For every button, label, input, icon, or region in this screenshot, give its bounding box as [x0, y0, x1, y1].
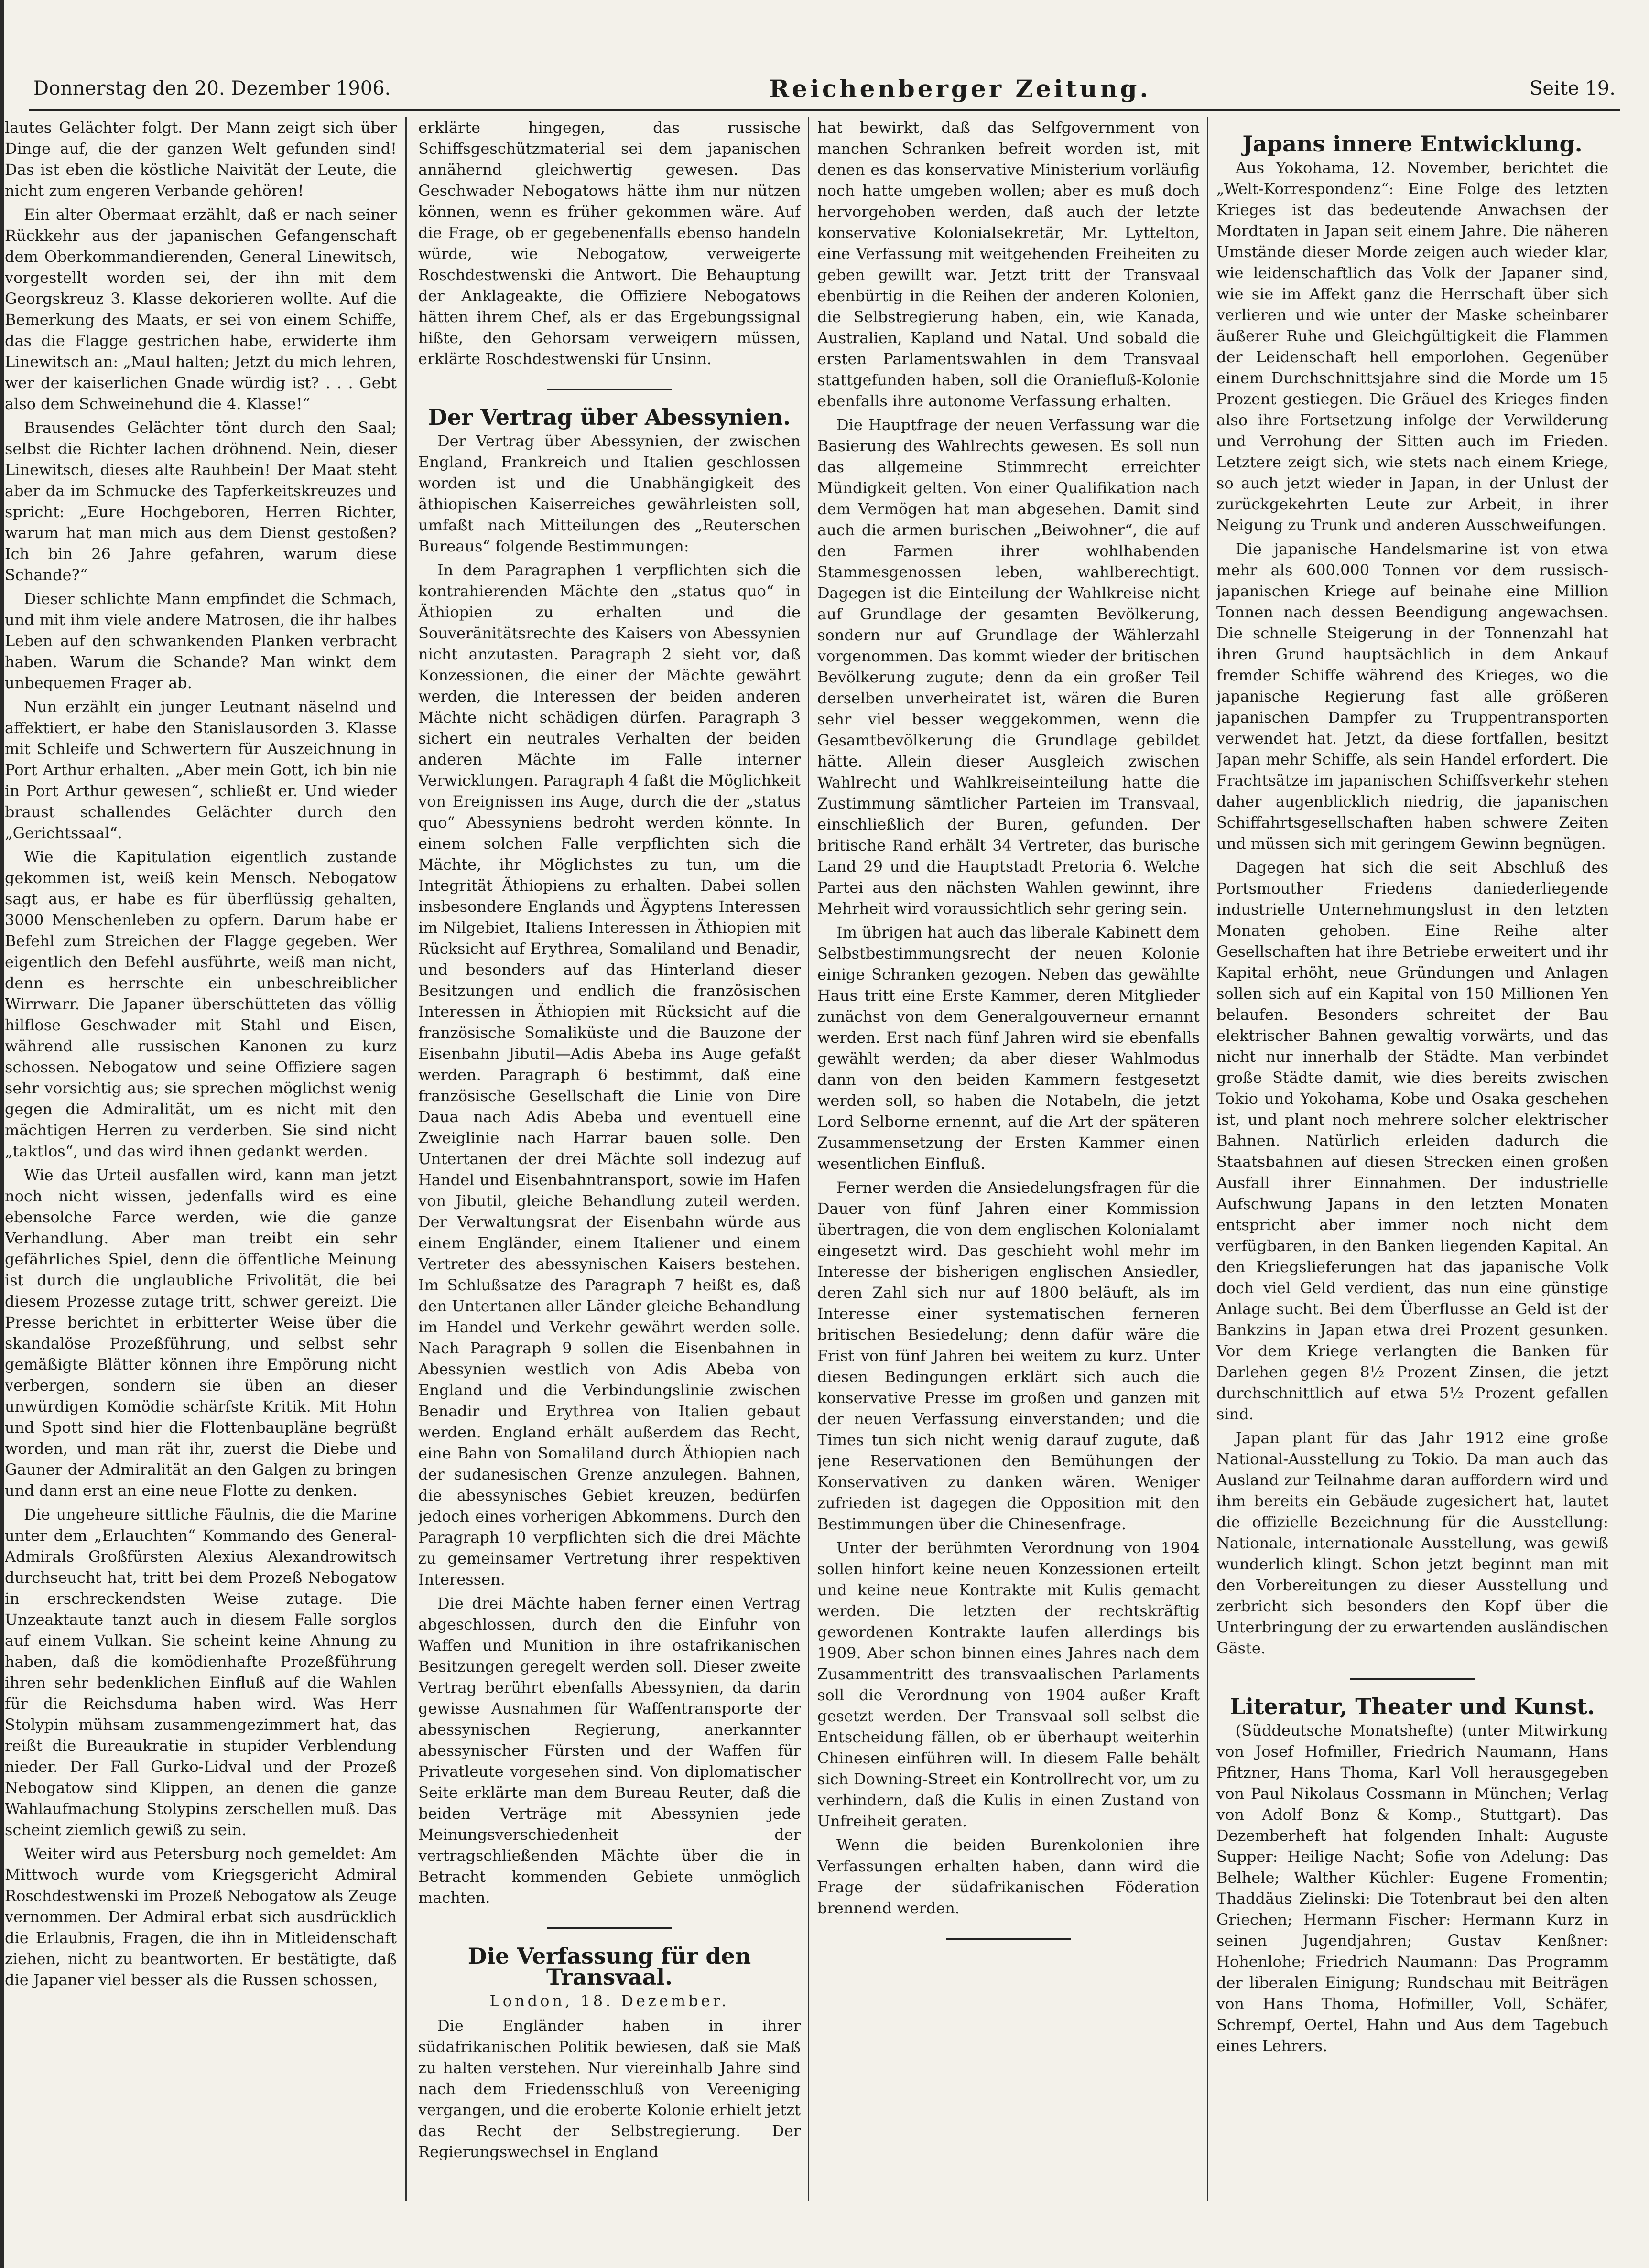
article-separator: [1350, 1678, 1475, 1680]
paragraph: Die Engländer haben in ihrer südafrikanischen Politik bewiesen, daß sie Maß zu halten verstehen. Nur viereinhalb Jahre sind nach dem Friedensschluß von Vereeniging vergangen, und die eroberte Kolonie erhielt jetzt das Recht der Selbstregierung. Der Regierungswechsel in England: [418, 2017, 801, 2161]
paragraph: erklärte hingegen, das russische Schiffsgeschützmaterial sei dem japanischen annähernd gleichwertig gewesen. Das Geschwader Nebogatows hätte ihm nur nützen können, wenn es früher gekommen wäre. Auf die Frage, ob er gegebenenfalls ebenso handeln würde, wie Nebogatow, verweigerte Roschdestwenski die Antwort. Die Behauptung der Anklageakte, die Offiziere Nebogatows hätten ihrem Chef, als er das Ergebungssignal hißte, den Gehorsam verweigern müssen, erklärte Roschdestwenski für Unsinn.: [418, 119, 801, 368]
column-1: [5, 117, 397, 2201]
article-title: Der Vertrag über Abessynien.: [428, 404, 791, 430]
article-title: Die Verfassung für den Transvaal.: [467, 1943, 751, 1990]
header-date: Donnerstag den 20. Dezember 1906.: [33, 77, 391, 99]
page-edge: [0, 0, 4, 2268]
article-title: Japans innere Entwicklung.: [1242, 131, 1583, 157]
paragraph: Die Hauptfrage der neuen Verfassung war die Basierung des Wahlrechts gewesen. Es soll nun das allgemeine Stimmrecht erreichter Mündigkeit gelten. Von einer Qualifikation nach dem Vermögen hat man abgesehen. Damit sind auch die armen burischen „Beiwohner“, die auf den Farmen ihrer wohlhabenden Stammesgenossen leben, wahlberechtigt. Dagegen ist die Einteilung der Wahlkreise nicht auf Grundlage der gesamten Bevölkerung, sondern nur auf Grundlage der Wählerzahl vorgenommen. Das kommt wieder der britischen Bevölkerung zugute; denn da ein großer Teil derselben unverheiratet ist, wären die Buren sehr viel besser weggekommen, wenn die Gesamtbevölkerung die Grundlage gebildet hätte. Allein dieser Ausgleich zwischen Wahlrecht und Wahlkreiseinteilung hatte die Zustimmung sämtlicher Parteien im Transvaal, einschließlich der Buren, gefunden. Der britische Rand erhält 34 Vertreter, das burische Land 29 und die Hauptstadt Pretoria 6. Welche Partei aus den nächsten Wahlen gewinnt, ihre Mehrheit wird voraussichtlich sehr gering sein.: [817, 416, 1200, 918]
paragraph: Japan plant für das Jahr 1912 eine große National-Ausstellung zu Tokio. Da man auch das Ausland zur Teilnahme daran auffordern wird und ihm bereits ein Gebäude zugesichert hat, lautet die offizielle Bezeichnung für die Ausstellung: Nationale, internationale Ausstellung, was gewiß wunderlich klingt. Schon jetzt beginnt man mit den Vorbereitungen zu dieser Ausstellung und zerbricht sich besonders den Kopf über die Unterbringung der zu erwartenden ausländischen Gäste.: [1216, 1429, 1608, 1657]
paragraph: Unter der berühmten Verordnung von 1904 sollen hinfort keine neuen Konzessionen erteilt und keine neue Kontrakte mit Kulis gemacht werden. Die letzten der rechtskräftig gewordenen Kontrakte laufen allerdings bis 1909. Aber schon binnen eines Jahres nach dem Zusammentritt des transvaalischen Parlaments soll die Verordnung von 1904 außer Kraft gesetzt werden. Der Transvaal soll selbst die Entscheidung fällen, ob er überhaupt weiterhin Chinesen einführen will. In diesem Falle behält sich Downing-Street ein Kontrollrecht vor, um zu verhindern, daß die Kulis in einen Zustand von Unfreiheit geraten.: [817, 1539, 1200, 1830]
paragraph: Dagegen hat sich die seit Abschluß des Portsmouther Friedens daniederliegende industrielle Unternehmungslust in den letzten Monaten gehoben. Eine Reihe alter Gesellschaften hat ihre Betriebe erweitert und ihr Kapital erhöht, neue Gründungen und Anlagen sollen sich auf ein Kapital von 150 Millionen Yen belaufen. Besonders schreitet der Bau elektrischer Bahnen gewaltig vorwärts, und das nicht nur innerhalb der Städte. Man verbindet große Städte damit, wie dies bereits zwischen Tokio und Yokohama, Kobe und Osaka geschehen ist, und plant noch mehrere solcher elektrischer Bahnen. Natürlich erleiden dadurch die Staatsbahnen auf diesen Strecken einen großen Ausfall ihrer Einnahmen. Der industrielle Aufschwung Japans in den letzten Monaten entspricht aber immer noch nicht dem verfügbaren, in den Banken liegenden Kapital. An den Kriegslieferungen hat das japanische Volk doch viel Geld verdient, das nun eine günstige Anlage sucht. Bei dem Überflusse an Geld ist der Bankzins in Japan etwa drei Prozent gesunken. Vor dem Kriege verlangten die Banken für Darlehen gegen 8½ Prozent Zinsen, die jetzt durchschnittlich auf etwa 5½ Prozent gefallen sind.: [1216, 858, 1608, 1423]
dateline: London, 18. Dezember.: [489, 1992, 729, 2010]
paragraph: Im übrigen hat auch das liberale Kabinett dem Selbstbestimmungsrecht der neuen Kolonie einige Schranken gezogen. Neben das gewählte Haus tritt eine Erste Kammer, deren Mitglieder zunächst von dem Generalgouverneur ernannt werden. Erst nach fünf Jahren wird sie ebenfalls gewählt werden; da aber dieser Wahlmodus dann von den beiden Kammern festgesetzt werden soll, so haben die Notabeln, die jetzt Lord Selborne ernennt, auf die Art der späteren Zusammensetzung der Ersten Kammer einen wesentlichen Einfluß.: [817, 923, 1200, 1173]
article-title: Literatur, Theater und Kunst.: [1230, 1694, 1595, 1719]
newspaper-title: Reichenberger Zeitung.: [769, 74, 1151, 103]
paragraph: Nun erzählt ein junger Leutnant näselnd und affektiert, er habe den Stanislausorden 3. Klasse mit Schleife und Schwertern für Auszeichnung in Port Arthur erhalten. „Aber mein Gott, ich bin nie in Port Arthur gewesen“, schließt er. Und wieder braust schallendes Gelächter durch den „Gerichtssaal“.: [5, 698, 397, 842]
page-header: [33, 72, 1616, 105]
header-rule: [29, 109, 1620, 111]
paragraph: Weiter wird aus Petersburg noch gemeldet: Am Mittwoch wurde vom Kriegsgericht Admiral Roschdestwenski im Prozeß Nebogatow als Zeuge vernommen. Der Admiral erbat sich ausdrücklich die Erlaubnis, Fragen, die ihn in Mitleidenschaft ziehen, nicht zu beantworten. Er bestätigte, daß die Japaner viel besser als die Russen schossen,: [5, 1845, 397, 1989]
column-2: [418, 117, 801, 2201]
paragraph: hat bewirkt, daß das Selfgovernment von manchen Schranken befreit worden ist, mit denen es das konservative Ministerium vorläufig noch hatte umgeben wollen; aber es muß doch hervorgehoben werden, daß auch der letzte konservative Kolonialsekretär, Mr. Lyttelton, eine Verfassung mit weitgehenden Freiheiten zu geben gewillt war. Jetzt tritt der Transvaal ebenbürtig in die Reihen der anderen Kolonien, die Selbstregierung haben, ein, wie Kanada, Australien, Kapland und Natal. Und sobald die ersten Parlamentswahlen in dem Transvaal stattgefunden haben, soll die Oraniefluß-Kolonie ebenfalls ihre autonome Verfassung erhalten.: [817, 119, 1200, 410]
column-4: [1216, 117, 1608, 2201]
paragraph: (Süddeutsche Monatshefte) (unter Mitwirkung von Josef Hofmiller, Friedrich Naumann, Hans Pfitzner, Hans Thoma, Karl Voll herausgegeben von Paul Nikolaus Cossmann in München; Verlag von Adolf Bonz & Komp., Stuttgart). Das Dezemberheft hat folgenden Inhalt: Auguste Supper: Heilige Nacht; Sofie von Adelung: Das Belhele; Walther Küchler: Eugene Fromentin; Thaddäus Zielinski: Die Totenbraut bei den alten Griechen; Hermann Fischer: Hermann Kurz in seinen Jugendjahren; Gustav Kenßner: Hohenlohe; Friedrich Naumann: Das Programm der liberalen Einigung; Rundschau mit Beiträgen von Hans Thoma, Hofmiller, Voll, Schäfer, Schrempf, Oertel, Hahn und Aus dem Tagebuch eines Lehrers.: [1216, 1721, 1608, 2055]
column-rule: [808, 117, 809, 2201]
paragraph: Wie die Kapitulation eigentlich zustande gekommen ist, weiß kein Mensch. Nebogatow sagt aus, er habe es für überflüssig gehalten, 3000 Menschenleben zu opfern. Darum habe er Befehl zum Streichen der Flagge gegeben. Wer eigentlich den Befehl ausführte, weiß man nicht, denn es herrschte ein unbeschreiblicher Wirrwarr. Die Japaner überschütteten das völlig hilflose Geschwader mit Stahl und Eisen, während alle russischen Kanonen zu kurz schossen. Nebogatow und seine Offiziere sagen sehr vorsichtig aus; sie sprechen möglichst wenig gegen die Admiralität, um es nicht mit den mächtigen Herren zu verderben. Sie sind nicht „taktlos“, und das wird ihnen gedankt werden.: [5, 848, 397, 1160]
paragraph: Wenn die beiden Burenkolonien ihre Verfassungen erhalten haben, dann wird die Frage der südafrikanischen Föderation brennend werden.: [817, 1836, 1200, 1917]
paragraph: lautes Gelächter folgt. Der Mann zeigt sich über Dinge auf, die der ganzen Welt gefunden sind! Das ist eben die köstliche Naivität der Leute, die nicht zum engeren Verbande gehören!: [5, 119, 397, 200]
article-separator: [547, 1927, 672, 1929]
column-rule: [405, 117, 407, 2201]
column-3: [817, 117, 1200, 2201]
paragraph: Ein alter Obermaat erzählt, daß er nach seiner Rückkehr aus der japanischen Gefangenschaft dem Oberkommandierenden, General Linewitsch, vorgestellt worden sei, der ihn mit dem Georgskreuz 3. Klasse dekorieren wollte. Auf die Bemerkung des Maats, er sei von einem Schiffe, das die Flagge gestrichen habe, erwiderte ihm Linewitsch an: „Maul halten; Jetzt du mich lehren, wer der kaiserlichen Gnade würdig ist? . . . Gebt also dem Schweinehund die 4. Klasse!“: [5, 205, 397, 413]
article-separator: [946, 1938, 1071, 1940]
paragraph: Aus Yokohama, 12. November, berichtet die „Welt-Korrespondenz“: Eine Folge des letzten Krieges ist das bedeutende Anwachsen der Mordtaten in Japan seit einem Jahre. Die näheren Umstände dieser Morde zeigen auch wieder klar, wie leidenschaftlich das Volk der Japaner sind, wie sie im Affekt ganz die Herrschaft über sich verlieren und wie unter der Maske scheinbarer äußerer Ruhe und Gleichgültigkeit die Flammen der Leidenschaft hell emporlohen. Gegenüber einem Durchschnittsjahre sind die Morde um 15 Prozent gestiegen. Die Gräuel des Krieges finden also ihre Fortsetzung infolge der Verwilderung und Verrohung der Sitten auch im Frieden. Letztere zeigt sich, wie stets nach einem Kriege, so auch jetzt wieder in Japan, in der Unlust der zurückgekehrten Leute zur Arbeit, in ihrer Neigung zu Trunk und anderen Ausschweifungen.: [1216, 159, 1608, 534]
page-number: Seite 19.: [1530, 77, 1616, 99]
paragraph: Ferner werden die Ansiedelungsfragen für die Dauer von fünf Jahren einer Kommission übertragen, die von dem englischen Kolonialamt eingesetzt wird. Das geschieht wohl mehr im Interesse der bisherigen englischen Ansiedler, deren Zahl sich nur auf 1800 beläuft, als im Interesse einer systematischen ferneren britischen Besiedelung; denn dafür wäre die Frist von fünf Jahren bei weitem zu kurz. Unter diesen Bedingungen erklärt sich auch die konservative Presse im großen und ganzen mit der neuen Verfassung einverstanden; und die Times tun sich nicht wenig darauf zugute, daß jene Reservationen den Bemühungen der Konservativen zu danken wären. Weniger zufrieden ist dagegen die Opposition mit den Bestimmungen über die Chinesenfrage.: [817, 1178, 1200, 1533]
paragraph: Dieser schlichte Mann empfindet die Schmach, und mit ihm viele andere Matrosen, die ihr halbes Leben auf den schwankenden Planken verbracht haben. Warum die Schande? Man winkt dem unbequemen Frager ab.: [5, 590, 397, 692]
article-separator: [547, 389, 672, 390]
column-rule: [1207, 117, 1208, 2201]
paragraph: Die japanische Handelsmarine ist von etwa mehr als 600.000 Tonnen vor dem russisch-japanischen Kriege auf beinahe eine Million Tonnen nach dessen Beendigung angewachsen. Die schnelle Steigerung in der Tonnenzahl hat ihren Grund hauptsächlich in dem Ankauf fremder Schiffe während des Krieges, wo die japanische Regierung fast alle größeren japanischen Dampfer zu Truppentransporten verwendet hat. Jetzt, da diese fortfallen, besitzt Japan mehr Schiffe, als sein Handel erfordert. Die Frachtsätze im japanischen Schiffsverkehr stehen daher augenblicklich niedrig, die japanischen Schiffahrtsgesellschaften haben schwere Zeiten und müssen sich mit geringem Gewinn begnügen.: [1216, 540, 1608, 853]
paragraph: Der Vertrag über Abessynien, der zwischen England, Frankreich und Italien geschlossen worden ist und die Unabhängigkeit des äthiopischen Kaiserreiches gewährleisten soll, umfaßt nach Mitteilungen des „Reuterschen Bureaus“ folgende Bestimmungen:: [418, 432, 801, 555]
paragraph: Wie das Urteil ausfallen wird, kann man jetzt noch nicht wissen, jedenfalls wird es eine ebensolche Farce werden, wie die ganze Verhandlung. Aber man treibt ein sehr gefährliches Spiel, denn die öffentliche Meinung ist durch die unglaubliche Frivolität, die bei diesem Prozesse zutage tritt, schwer gereizt. Die Presse berichtet in erbitterter Weise über die skandalöse Prozeßführung, und selbst sehr gemäßigte Blätter können ihre Empörung nicht verbergen, sondern sie üben an dieser unwürdigen Komödie schärfste Kritik. Mit Hohn und Spott sind hier die Flottenbaupläne begrüßt worden, und man rät ihr, zuerst die Diebe und Gauner der Admiralität an den Galgen zu bringen und dann erst an eine neue Flotte zu denken.: [5, 1166, 397, 1500]
paragraph: In dem Paragraphen 1 verpflichten sich die kontrahierenden Mächte den „status quo“ in Äthiopien zu erhalten und die Souveränitätsrechte des Kaisers von Abessynien nicht anzutasten. Paragraph 2 sieht vor, daß Konzessionen, die einer der Mächte gewährt werden, die Interessen der beiden anderen Mächte nicht schädigen dürfen. Paragraph 3 sichert ein neutrales Verhalten der beiden anderen Mächte im Falle interner Verwicklungen. Paragraph 4 faßt die Möglichkeit von Ereignissen ins Auge, durch die der „status quo“ Abessyniens bedroht werden könnte. In einem solchen Falle verpflichten sich die Mächte, ihr Möglichstes zu tun, um die Integrität Äthiopiens zu erhalten. Dabei sollen insbesondere Englands und Ägyptens Interessen im Nilgebiet, Italiens Interessen in Äthiopien mit Rücksicht auf Erythrea, Somaliland und Benadir, und besonders auf das Hinterland dieser Besitzungen und endlich die französischen Interessen in Äthiopien mit Rücksicht auf die französische Somaliküste und die Bauzone der Eisenbahn Jibutil—Adis Abeba ins Auge gefaßt werden. Paragraph 6 bestimmt, daß eine französische Gesellschaft die Linie von Dire Daua nach Adis Abeba und eventuell eine Zweiglinie nach Harrar bauen solle. Den Untertanen der drei Mächte soll indezug auf Handel und Eisenbahntransport, sowie im Hafen von Jibutil, gleiche Behandlung zuteil werden. Der Verwaltungsrat der Eisenbahn würde aus einem Engländer, einem Italiener und einem Vertreter des abessynischen Kaisers bestehen. Im Schlußsatze des Paragraph 7 heißt es, daß den Untertanen aller Länder gleiche Behandlung im Handel und Verkehr gewährt werden solle. Nach Paragraph 9 sollen die Eisenbahnen in Abessynien westlich von Adis Abeba von England und die Verbindungslinie zwischen Benadir und Erythrea von Italien gebaut werden. England erhält außerdem das Recht, eine Bahn von Somaliland durch Äthiopien nach der sudanesischen Grenze anzulegen. Bahnen, die abessynisches Gebiet kreuzen, bedürfen jedoch eines vorherigen Abkommens. Durch den Paragraph 10 verpflichten sich die drei Mächte zu gemeinsamer Vertretung ihrer respektiven Interessen.: [418, 561, 801, 1588]
paragraph: Brausendes Gelächter tönt durch den Saal; selbst die Richter lachen dröhnend. Nein, dieser Linewitsch, dieses alte Rauhbein! Der Maat steht aber da im Schmucke des Tapferkeitskreuzes und spricht: „Eure Hochgeboren, Herren Richter, warum hat man mich aus dem Dienst gestoßen? Ich bin 26 Jahre gefahren, warum diese Schande?“: [5, 419, 397, 584]
paragraph: Die ungeheure sittliche Fäulnis, die die Marine unter dem „Erlauchten“ Kommando des General-Admirals Großfürsten Alexius Alexandrowitsch durchseucht hat, tritt bei dem Prozeß Nebogatow in erschreckendsten Weise zutage. Die Unzeaktaute tanzt auch in diesem Falle sorglos auf einem Vulkan. Sie scheint keine Ahnung zu haben, daß die komödienhafte Prozeßführung ihren sehr bedenklichen Einfluß auf die Wahlen für die Reichsduma haben wird. Was Herr Stolypin mühsam zusammengezimmert hat, das reißt die Bureaukratie in stupider Verblendung nieder. Der Fall Gurko-Lidval und der Prozeß Nebogatow sind Klippen, an denen die ganze Wahlaufmachung Stolypins zerschellen muß. Das scheint ziemlich gewiß zu sein.: [5, 1505, 397, 1839]
paragraph: Die drei Mächte haben ferner einen Vertrag abgeschlossen, durch den die Einfuhr von Waffen und Munition in ihre ostafrikanischen Besitzungen geregelt werden soll. Dieser zweite Vertrag berührt ebenfalls Abessynien, da darin gewisse Ausnahmen für Waffentransporte der abessynischen Regierung, anerkannter abessynischer Fürsten und der Waffen für Privatleute vorgesehen sind. Von diplomatischer Seite erklärte man dem Bureau Reuter, daß die beiden Verträge mit Abessynien jede Meinungsverschiedenheit der vertragschließenden Mächte über die in Betracht kommenden Gebiete unmöglich machten.: [418, 1594, 801, 1907]
